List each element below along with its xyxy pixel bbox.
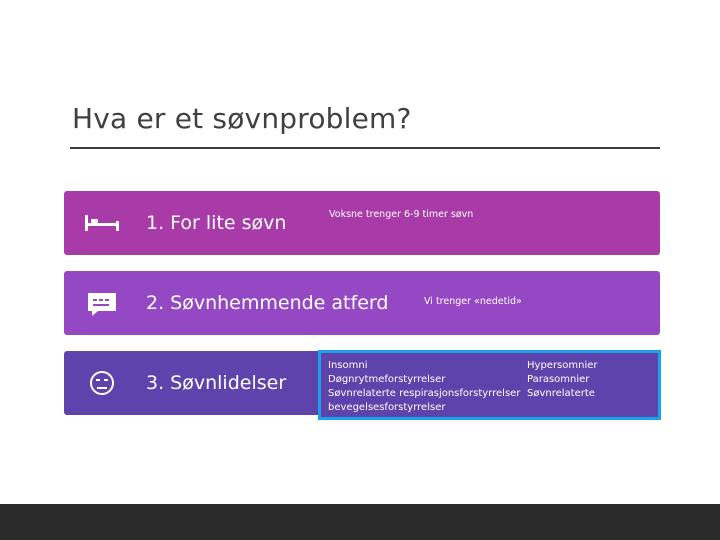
title-divider	[70, 147, 660, 149]
row-too-little-sleep	[64, 191, 660, 255]
row-label: 2. Søvnhemmende atferd	[146, 292, 389, 314]
footer-bar	[0, 504, 720, 540]
disorder-item: Søvnrelaterte respirasjonsforstyrrelser	[328, 388, 521, 399]
row-label: 1. For lite søvn	[146, 212, 287, 234]
slide-title: Hva er et søvnproblem?	[72, 102, 412, 135]
disorder-item: Døgnrytmeforstyrrelser	[328, 374, 446, 385]
disorder-item: Søvnrelaterte	[527, 388, 595, 399]
row-note: Voksne trenger 6-9 timer søvn	[329, 209, 474, 220]
disorder-list-left	[328, 359, 520, 415]
speech-bubble-icon	[82, 285, 122, 321]
disorder-item: Hypersomnier	[527, 360, 598, 371]
disorder-list-box[interactable]	[318, 350, 661, 420]
disorder-item: bevegelsesforstyrrelser	[328, 402, 446, 413]
row-note: Vi trenger «nedetid»	[424, 296, 522, 307]
row-label: 3. Søvnlidelser	[146, 372, 287, 394]
disorder-item: Parasomnier	[527, 374, 590, 385]
disorder-item: Insomni	[328, 360, 368, 371]
bed-icon	[82, 205, 122, 241]
neutral-face-icon	[82, 365, 122, 401]
row-sleep-inhibiting-behavior	[64, 271, 660, 335]
disorder-list-right	[527, 359, 598, 401]
